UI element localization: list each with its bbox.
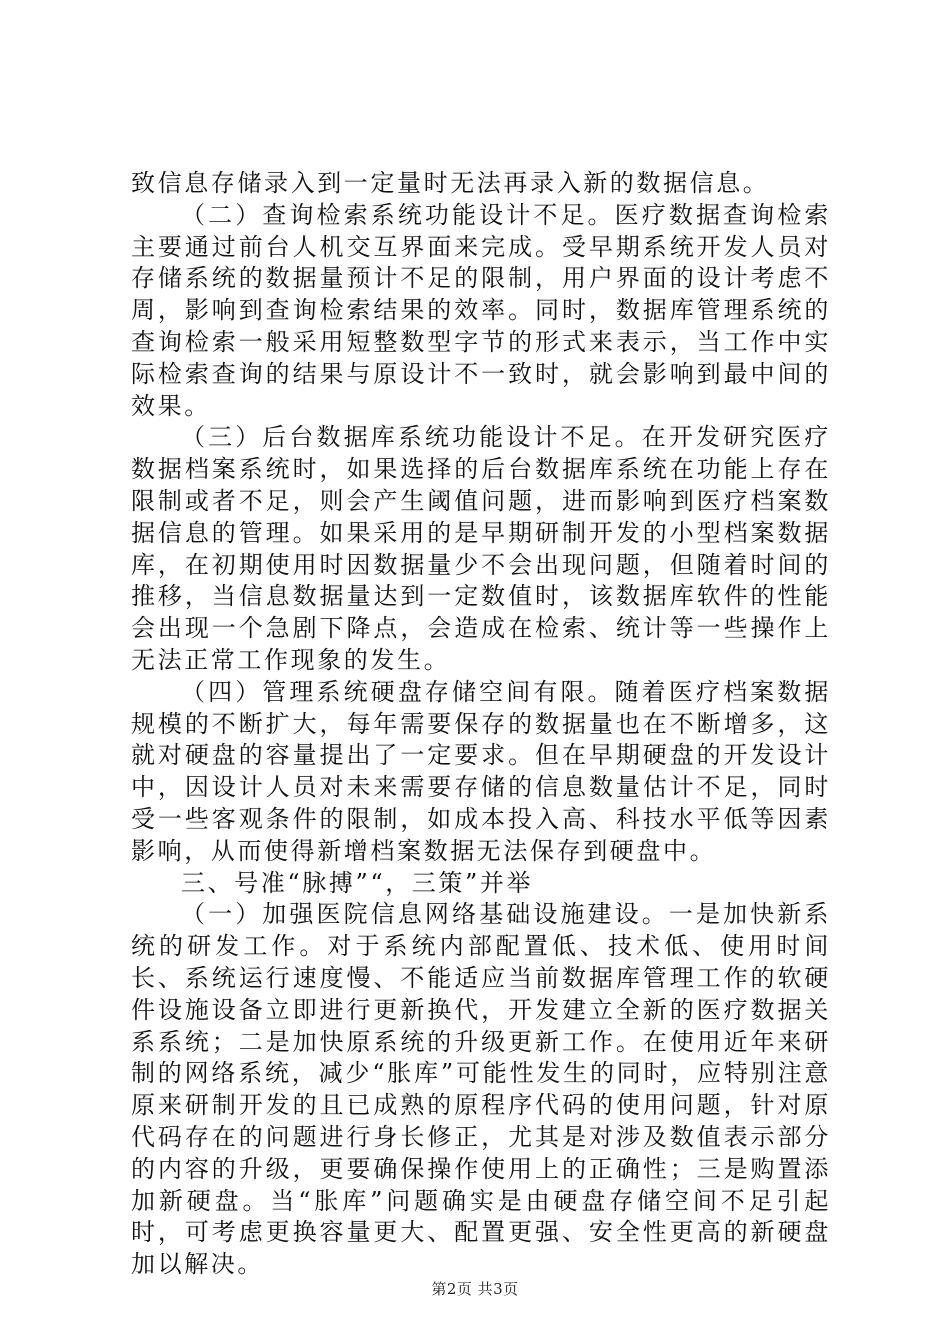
paragraph-measure-1: （一）加强医院信息网络基础设施建设。一是加快新系统的研发工作。对于系统内部配置低、技术低、使用时间长、系统运行速度慢、不能适应当前数据库管理工作的软硬件设施设备立即进行更新换代，开发建立全新的医疗数据关系系统；二是加快原系统的升级更新工作。在使用近年来研制的网络系统，减少“胀库”可能性发生的同时，应特别注意原来研制开发的且已成熟的原程序代码的使用问题，针对原代码存在的问题进行身长修正，尤其是对涉及数值表示部分的内容的升级，更要确保操作使用上的正确性；三是购置添加新硬盘。当“胀库”问题确实是由硬盘存储空间不足引起时，可考虑更换容量更大、配置更强、安全性更高的新硬盘加以解决。	[131, 900, 831, 1279]
paragraph-section-3: （三）后台数据库系统功能设计不足。在开发研究医疗数据档案系统时，如果选择的后台数据库系统在功能上存在限制或者不足，则会产生阈值问题，进而影响到医疗档案数据信息的管理。如果采用的是早期研制开发的小型档案数据库，在初期使用时因数据量少不会出现问题，但随着时间的推移，当信息数据量达到一定数值时，该数据库软件的性能会出现一个急剧下降点，会造成在检索、统计等一些操作上无法正常工作现象的发生。	[131, 423, 831, 674]
paragraph-section-4: （四）管理系统硬盘存储空间有限。随着医疗档案数据规模的不断扩大，每年需要保存的数据量也在不断增多，这就对硬盘的容量提出了一定要求。但在早期硬盘的开发设计中，因设计人员对未来需要存储的信息数量估计不足，同时受一些客观条件的限制，如成本投入高、科技水平低等因素影响，从而使得新增档案数据无法保存到硬盘中。	[131, 677, 831, 865]
paragraph-continuation: 致信息存储录入到一定量时无法再录入新的数据信息。	[131, 169, 770, 197]
document-body	[131, 168, 831, 1281]
section-heading: 三、号准“脉搏”“，三策”并举	[181, 868, 534, 897]
page-footer: 第2页 共3页	[431, 1280, 519, 1298]
paragraph-section-2: （二）查询检索系统功能设计不足。医疗数据查询检索主要通过前台人机交互界面来完成。受早期系统开发人员对存储系统的数据量预计不足的限制，用户界面的设计考虑不周，影响到查询检索结果的效率。同时，数据库管理系统的查询检索一般采用短整数型字节的形式来表示，当工作中实际检索查询的结果与原设计不一致时，就会影响到最中间的效果。	[131, 200, 831, 420]
